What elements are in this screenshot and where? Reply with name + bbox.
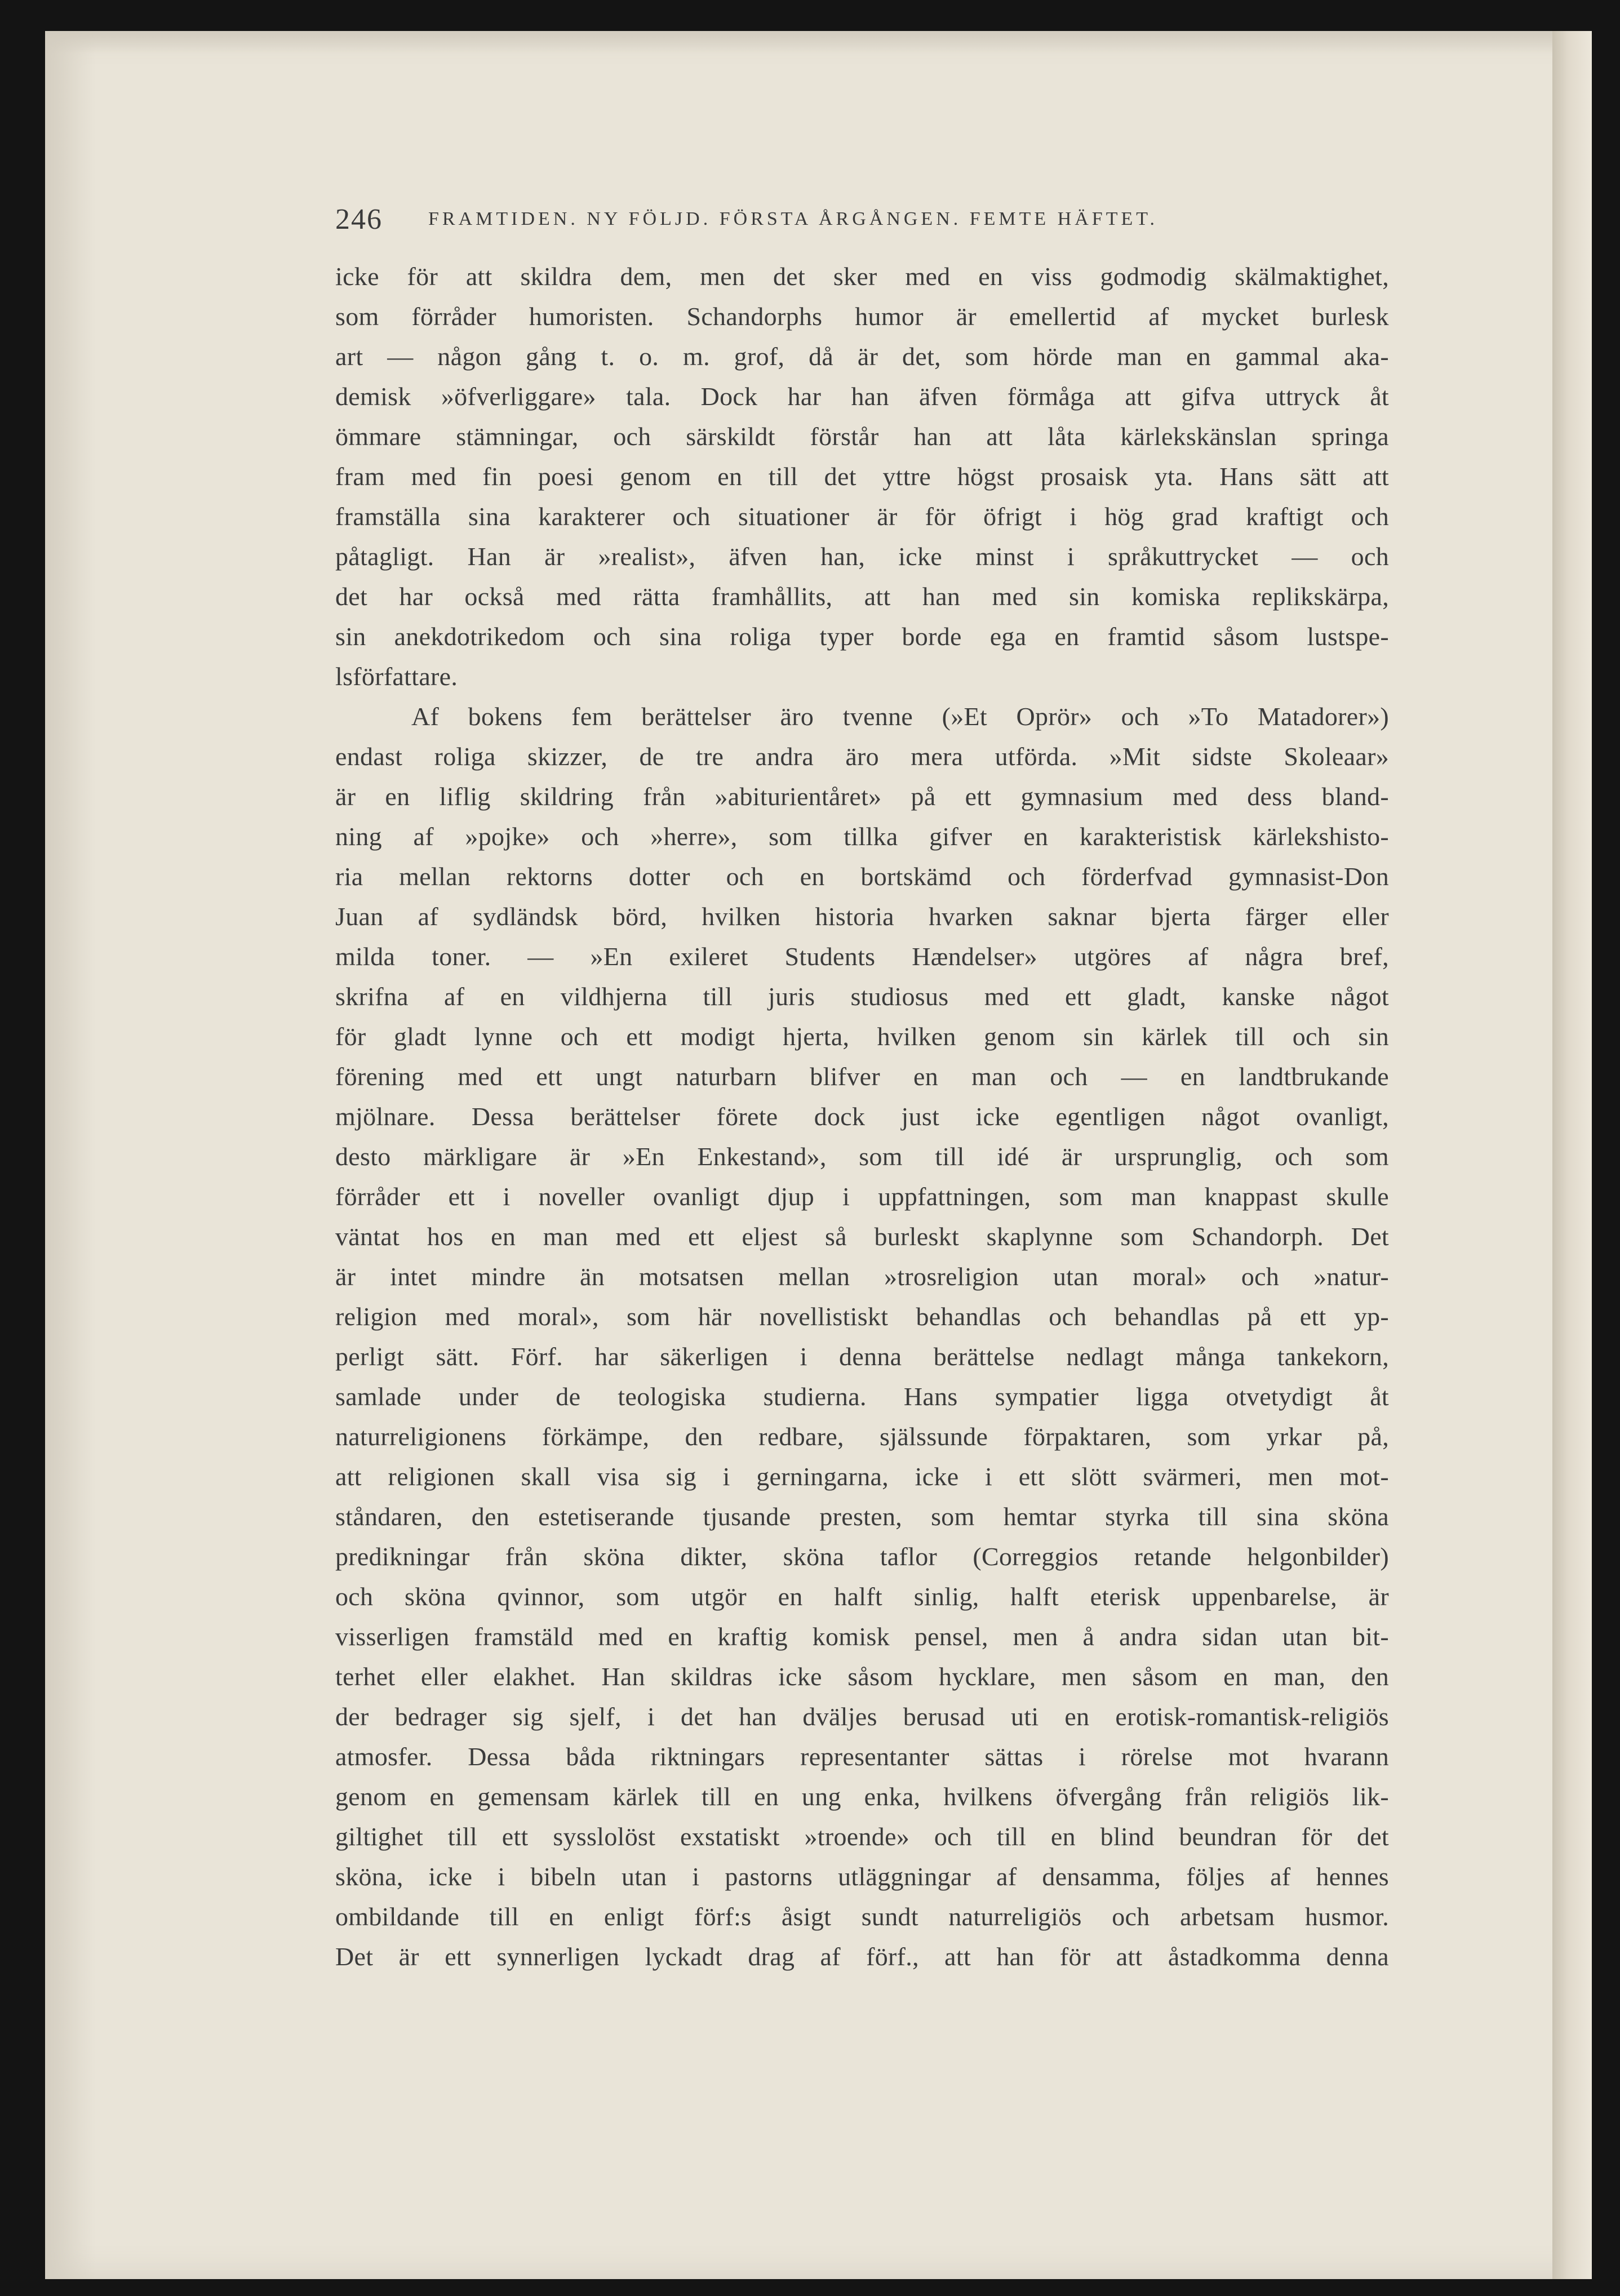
text-line: milda toner. — »En exileret Students Hændelser» utgöres af några bref, xyxy=(335,942,1389,971)
text-line: predikningar från sköna dikter, sköna taflor (Correggios retande helgonbilder) xyxy=(335,1542,1389,1571)
text-line: för gladt lynne och ett modigt hjerta, hvilken genom sin kärlek till och sin xyxy=(335,1022,1389,1051)
text-line: Af bokens fem berättelser äro tvenne (»Et Oprör» och »To Matadorer») xyxy=(411,702,1389,731)
text-line: der bedrager sig sjelf, i det han dväljes berusad uti en erotisk-romantisk-religiös xyxy=(335,1702,1389,1731)
text-line: desto märkligare är »En Enkestand», som till idé är ursprunglig, och som xyxy=(335,1142,1389,1171)
page-fold-edge xyxy=(1552,31,1592,2279)
text-line: sin anekdotrikedom och sina roliga typer borde ega en framtid såsom lustspe- xyxy=(335,622,1389,651)
text-line: det har också med rätta framhållits, att han med sin komiska replikskärpa, xyxy=(335,582,1389,611)
text-line: framställa sina karakterer och situationer är för öfrigt i hög grad kraftigt och xyxy=(335,502,1389,531)
page-binding-shadow xyxy=(45,31,96,2279)
text-line: ning af »pojke» och »herre», som tillka gifver en karakteristisk kärlekshisto- xyxy=(335,822,1389,851)
text-line: är intet mindre än motsatsen mellan »trosreligion utan moral» och »natur- xyxy=(335,1262,1389,1291)
text-line: mjölnare. Dessa berättelser förete dock just icke egentligen något ovanligt, xyxy=(335,1102,1389,1131)
page-header xyxy=(335,203,1395,242)
text-line: genom en gemensam kärlek till en ung enka, hvilkens öfvergång från religiös lik- xyxy=(335,1782,1389,1811)
running-head: FRAMTIDEN. NY FÖLJD. FÖRSTA ÅRGÅNGEN. FEMTE HÄFTET. xyxy=(428,208,1158,229)
text-line: naturreligionens förkämpe, den redbare, själssunde förpaktaren, som yrkar på, xyxy=(335,1422,1389,1451)
text-line: att religionen skall visa sig i gerningarna, icke i ett slött svärmeri, men mot- xyxy=(335,1462,1389,1491)
text-line: terhet eller elakhet. Han skildras icke såsom hycklare, men såsom en man, den xyxy=(335,1662,1389,1691)
page-number: 246 xyxy=(335,203,383,236)
text-line: väntat hos en man med ett eljest så burleskt skaplynne som Schandorph. Det xyxy=(335,1222,1389,1251)
text-line: ombildande till en enligt förf:s åsigt sundt naturreligiös och arbetsam husmor. xyxy=(335,1902,1389,1931)
text-line: endast roliga skizzer, de tre andra äro mera utförda. »Mit sidste Skoleaar» xyxy=(335,742,1389,771)
text-line: atmosfer. Dessa båda riktningars representanter sättas i rörelse mot hvarann xyxy=(335,1742,1389,1771)
text-line: art — någon gång t. o. m. grof, då är det, som hörde man en gammal aka- xyxy=(335,342,1389,371)
text-line: icke för att skildra dem, men det sker med en viss godmodig skälmaktighet, xyxy=(335,262,1389,291)
body-text xyxy=(335,256,1389,1977)
text-line: påtagligt. Han är »realist», äfven han, icke minst i språkuttrycket — och xyxy=(335,542,1389,571)
text-line: ria mellan rektorns dotter och en bortskämd och förderfvad gymnasist-Don xyxy=(335,862,1389,891)
text-line: och sköna qvinnor, som utgör en halft sinlig, halft eterisk uppenbarelse, är xyxy=(335,1582,1389,1611)
text-line: ömmare stämningar, och särskildt förstår han att låta kärlekskänslan springa xyxy=(335,422,1389,451)
text-line: visserligen framstäld med en kraftig komisk pensel, men å andra sidan utan bit- xyxy=(335,1622,1389,1651)
text-line: demisk »öfverliggare» tala. Dock har han äfven förmåga att gifva uttryck åt xyxy=(335,382,1389,411)
text-line: som förråder humoristen. Schandorphs humor är emellertid af mycket burlesk xyxy=(335,302,1389,331)
page-top-shadow xyxy=(45,31,1592,54)
text-line: fram med fin poesi genom en till det yttre högst prosaisk yta. Hans sätt att xyxy=(335,462,1389,491)
text-line: förening med ett ungt naturbarn blifver en man och — en landtbrukande xyxy=(335,1062,1389,1091)
text-line: förråder ett i noveller ovanligt djup i uppfattningen, som man knappast skulle xyxy=(335,1182,1389,1211)
text-line: Det är ett synnerligen lyckadt drag af förf., att han för att åstadkomma denna xyxy=(335,1942,1389,1971)
text-line: Juan af sydländsk börd, hvilken historia hvarken saknar bjerta färger eller xyxy=(335,902,1389,931)
text-line: giltighet till ett sysslolöst exstatiskt »troende» och till en blind beundran för det xyxy=(335,1822,1389,1851)
text-line: lsförfattare. xyxy=(335,662,458,691)
text-line: ståndaren, den estetiserande tjusande presten, som hemtar styrka till sina sköna xyxy=(335,1502,1389,1531)
text-line: samlade under de teologiska studierna. Hans sympatier ligga otvetydigt åt xyxy=(335,1382,1389,1411)
text-line: sköna, icke i bibeln utan i pastorns utläggningar af densamma, följes af hennes xyxy=(335,1862,1389,1891)
text-line: skrifna af en vildhjerna till juris studiosus med ett gladt, kanske något xyxy=(335,982,1389,1011)
text-line: religion med moral», som här novellistiskt behandlas och behandlas på ett yp- xyxy=(335,1302,1389,1331)
text-line: perligt sätt. Förf. har säkerligen i denna berättelse nedlagt många tankekorn, xyxy=(335,1342,1389,1371)
text-line: är en liflig skildring från »abiturientåret» på ett gymnasium med dess bland- xyxy=(335,782,1389,811)
